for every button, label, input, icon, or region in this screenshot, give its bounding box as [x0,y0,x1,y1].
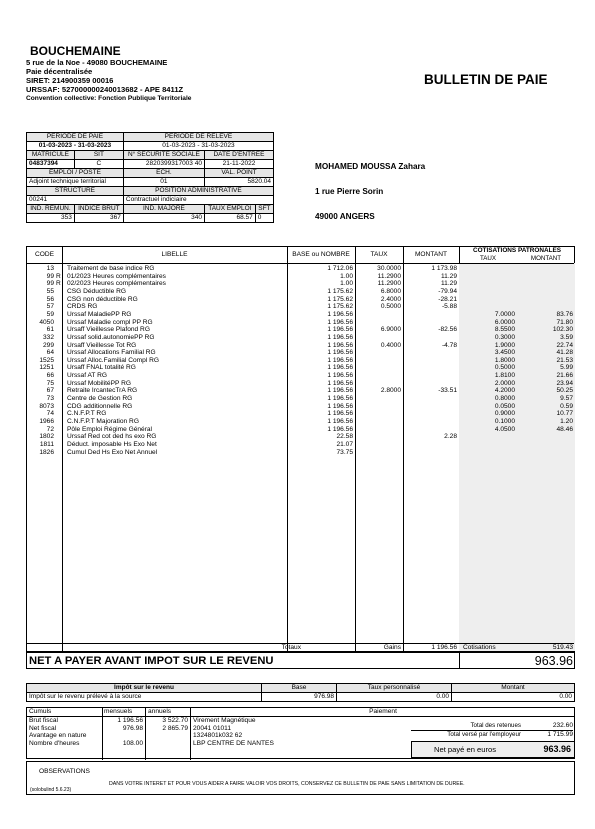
line-pmontant: 3.59 [560,333,573,341]
line-libelle: Pôle Emploi Régime Général [67,425,153,433]
ech-label: ECH. [123,169,204,178]
line-libelle: Urssaf Maladie compl PP RG [67,318,153,326]
line-code: 1525 [39,356,54,364]
line-libelle: C.N.F.P.T RG [67,410,107,418]
periode-paie: 01-03-2023 - 31-03-2023 [27,142,124,151]
line-ptaux: 7.0000 [494,310,515,318]
taux-emploi: 68.57 [204,214,255,223]
cumul-a: 3 522.70 [162,717,188,724]
line-taux: 2.8000 [380,387,401,395]
impot-row-label: Impôt sur le revenu prélevé à la source [27,693,262,702]
employer-urssaf: URSSAF: 527000000240013682 - APE 8411Z [26,85,184,94]
paiement-line: LBP CENTRE DE NANTES [193,739,274,747]
line-ptaux: 1.8100 [494,372,515,380]
structure: 00241 [27,196,124,205]
line-base: 21.07 [336,440,353,448]
sft-label: SFT [255,205,273,214]
line-code: 67 [46,387,54,395]
line-flag: R [56,272,61,280]
paiement-label: Paiement [369,708,397,715]
header-code: CODE [34,251,55,258]
footer-notice: DANS VOTRE INTERET ET POUR VOUS AIDER A FAIRE VALOIR VOS DROITS, CONSERVEZ CE BULLETIN DE PAIE SANS LIMITATION DE DUREE. [109,781,465,787]
header-cot-montant: MONTANT [530,255,562,262]
line-code: 66 [46,372,54,380]
cumul-a: 2 865.79 [162,724,188,732]
line-montant: 2.28 [444,433,457,441]
net-paye-value: 963.96 [543,744,571,754]
line-code: 74 [46,410,54,418]
impot-montant-label: Montant [452,684,575,693]
line-pmontant: 0.59 [560,402,573,410]
sit: C [74,160,123,169]
line-pmontant: 50.25 [556,387,573,395]
ind-majore: 340 [123,214,204,223]
line-libelle: Urssaf MobilitéPP RG [67,379,132,387]
cotisations-total: 519.43 [552,644,573,651]
emploi: Adjoint technique territorial [27,178,124,187]
line-ptaux: 0.1000 [494,418,515,425]
cumuls-label: Cumuls [29,708,52,715]
line-ptaux: 0.3000 [494,333,515,341]
line-libelle: CSG Déductible RG [67,287,126,295]
line-libelle: CSG non déductible RG [67,295,138,303]
line-taux: 11.2900 [377,272,401,280]
line-base: 1 175.62 [327,303,353,311]
header-libelle: LIBELLE [161,251,188,258]
line-base: 1 196.56 [327,341,353,349]
line-code: 332 [42,333,54,341]
footer-version: (solobulind 5.6.23) [30,787,72,793]
impot-base-label: Base [262,684,337,693]
line-base: 1 196.56 [327,326,353,334]
line-code: 4050 [39,318,54,326]
entree-label: DATE D'ENTREE [204,151,273,160]
employee-city: 49000 ANGERS [315,212,375,221]
line-ptaux: 0.9000 [494,410,515,418]
employee-street: 1 rue Pierre Sorin [315,187,384,196]
impot-title: Impôt sur le revenu [27,684,262,693]
line-ptaux: 6.0000 [494,318,515,326]
line-ptaux: 1.8000 [494,356,515,364]
position-label: POSITION ADMINISTRATIVE [123,187,273,196]
entree: 21-11-2022 [204,160,273,169]
cumul-label: Brut fiscal [29,717,58,724]
line-ptaux: 4.2000 [494,387,515,395]
line-base: 1 196.56 [327,379,353,387]
line-code: 75 [46,379,54,387]
line-libelle: Traitement de base indice RG [67,265,155,272]
line-base: 1.00 [340,272,353,280]
employee-name: MOHAMED MOUSSA Zahara [315,162,426,171]
line-base: 1 196.56 [327,395,353,403]
line-montant: -5.88 [441,303,457,311]
line-taux: 30.0000 [377,265,401,272]
line-libelle: Ursaff Vieillesse Plafond RG [67,326,150,334]
net-paye-box [411,741,575,758]
net-avant-impot-value: 963.96 [534,654,573,668]
line-libelle: Centre de Gestion RG [67,395,133,403]
paiement-line: 1324801k032 62 [193,732,243,740]
line-libelle: Ursaff Vieillesse Tot RG [67,341,137,349]
impot-table [26,683,575,702]
line-base: 1 196.56 [327,402,353,410]
employer-block [26,58,191,103]
line-code: 61 [46,326,54,334]
paiement-line: Virement Magnétique [193,717,256,724]
line-taux: 6.9000 [380,326,401,334]
line-taux: 2.4000 [380,295,401,303]
line-montant: -28.21 [438,295,457,303]
line-libelle: Déduct. imposable Hs Exo Net [67,440,157,448]
cumul-m: 976.98 [122,724,143,732]
line-pmontant: 41.28 [556,349,573,357]
line-libelle: Urssaf AT RG [67,372,108,380]
line-pmontant: 5.99 [560,364,573,372]
total-retenues-label: Total des retenues [411,722,521,731]
line-ptaux: 0.0500 [494,402,515,410]
line-montant: -82.56 [438,326,457,334]
structure-label: STRUCTURE [27,187,124,196]
val-point-label: VAL. POINT [204,169,273,178]
employer-convention: Convention collective: Fonction Publique Territoriale [26,95,192,102]
line-code: 59 [46,310,54,318]
line-pmontant: 21.53 [556,356,573,364]
line-code: 1802 [39,433,54,441]
net-avant-impot-label: NET A PAYER AVANT IMPOT SUR LE REVENU [29,655,274,667]
line-base: 1 196.56 [327,372,353,380]
matricule-label: MATRICULE [27,151,75,160]
header-cotisations-patronales: COTISATIONS PATRONALES [472,247,562,254]
ech: 01 [123,178,204,187]
line-libelle: Urssaf solid.autonomiePP RG [67,333,155,341]
line-code: 1826 [39,448,54,456]
impot-taux-label: Taux personnalisé [337,684,452,693]
line-base: 1 196.56 [327,425,353,433]
line-flag: R [56,280,61,288]
line-ptaux: 0.8000 [494,395,515,403]
line-libelle: Urssaf Allocations Familial RG [67,349,156,357]
net-avant-impot-row [26,652,575,669]
line-base: 1 196.56 [327,356,353,364]
line-pmontant: 83.76 [556,310,573,318]
line-pmontant: 102.30 [552,326,573,334]
line-ptaux: 2.0000 [494,379,515,387]
employer-paie: Paie décentralisée [26,67,93,76]
line-ptaux: 8.5500 [494,326,515,334]
employer-address: 5 rue de la Noe - 49080 BOUCHEMAINE [26,58,168,67]
line-code: 64 [46,349,54,357]
line-base: 1 196.56 [327,364,353,372]
line-base: 1 196.56 [327,349,353,357]
line-libelle: Retraite IrcantecTrA RG [67,387,138,395]
line-pmontant: 22.74 [556,341,573,349]
line-code: 55 [46,287,54,295]
line-libelle: 01/2023 Heures complémentaires [67,272,166,280]
net-paye-label: Net payé en euros [434,745,497,754]
line-code: 56 [46,295,54,303]
secu: 2820399317003 40 [123,160,204,169]
cumuls-block [26,707,575,759]
paiement-details [193,717,274,747]
periode-releve-label: PERIODE DE RELEVE [123,133,273,142]
line-pmontant: 9.57 [560,395,573,403]
line-code: 99 [46,272,54,280]
line-montant: 11.29 [440,272,457,280]
observations-block [26,761,575,795]
line-code: 13 [46,265,54,272]
periode-releve: 01-03-2023 - 31-03-2023 [123,142,273,151]
line-pmontant: 1.20 [560,418,573,425]
impot-taux: 0.00 [337,693,452,702]
cumul-label: Nombre d'heures [29,739,80,747]
sit-label: SIT [74,151,123,160]
employee-info-table [26,132,274,223]
line-libelle: CDG additionnelle RG [67,402,133,410]
payslip-lines [27,265,574,645]
line-pmontant: 10.77 [556,410,573,418]
gains-total: 1 196.56 [431,644,457,651]
header-cot-taux: TAUX [479,255,497,262]
matricule: 04837394 [27,160,75,169]
taux-emploi-label: TAUX EMPLOI [204,205,255,214]
line-base: 1 175.62 [327,287,353,295]
gains-label: Gains [383,644,401,651]
line-ptaux: 4.0500 [494,425,515,433]
line-code: 1251 [39,364,54,372]
impot-montant: 0.00 [452,693,575,702]
line-taux: 0.4000 [380,341,401,349]
line-code: 1966 [39,418,54,425]
employer-name: BOUCHEMAINE [30,44,121,58]
totaux-label: Totaux [281,644,301,651]
line-base: 1.00 [340,280,353,288]
impot-base: 976.98 [262,693,337,702]
line-libelle: Cumul Ded Hs Exo Net Annuel [67,448,158,456]
ind-majore-label: IND. MAJORE [123,205,204,214]
line-base: 1 196.56 [327,310,353,318]
header-base: BASE ou NOMBRE [292,251,350,258]
line-ptaux: 3.4500 [494,349,515,357]
total-retenues: 232.60 [521,722,573,731]
document-title: BULLETIN DE PAIE [424,72,548,87]
totals-box [411,722,574,758]
line-base: 1 196.56 [327,410,353,418]
ind-brut: 367 [74,214,123,223]
observations-label: OBSERVATIONS [39,768,90,775]
cumuls-mensuels: mensuels [104,708,133,715]
line-taux: 0.5000 [380,303,401,311]
cumul-label: Net fiscal [29,724,57,732]
payslip-lines-table [26,246,575,652]
cumul-label: Avantage en nature [29,732,87,740]
line-pmontant: 21.66 [556,372,573,380]
line-ptaux: 0.5000 [494,364,515,372]
line-base: 1 712.06 [327,265,353,272]
line-montant: 1 173.98 [431,265,457,272]
line-code: 299 [42,341,54,349]
line-code: 8073 [39,402,54,410]
header-montant: MONTANT [414,251,448,258]
ind-brut-label: INDICE BRUT [74,205,123,214]
secu-label: N° SECURITE SOCIALE [123,151,204,160]
line-code: 99 [46,280,54,288]
ind-remun: 353 [27,214,75,223]
line-libelle: Urssaf Alloc.Familial Compl RG [67,356,159,364]
periode-paie-label: PERIODE DE PAIE [27,133,124,142]
line-code: 1811 [39,440,54,448]
line-base: 22.58 [336,433,353,441]
line-base: 1 196.56 [327,387,353,395]
line-code: 57 [46,303,54,311]
line-montant: -4.78 [441,341,457,349]
cumul-m: 108.00 [122,739,143,747]
line-code: 72 [46,425,54,433]
line-base: 1 196.56 [327,318,353,326]
line-base: 1 196.56 [327,418,353,425]
line-montant: -33.51 [438,387,457,395]
line-pmontant: 23.94 [556,379,573,387]
cotisations-label: Cotisations [463,644,496,651]
line-libelle: Urssaf MaladiePP RG [67,310,132,318]
emploi-label: EMPLOI / POSTE [27,169,124,178]
paiement-line: 20041 01011 [193,724,232,732]
line-taux: 6.8000 [380,287,401,295]
cumul-m: 1 196.56 [117,717,143,724]
line-libelle: CRDS RG [67,303,98,311]
line-code: 73 [46,395,54,403]
position: Contractuel indiciaire [123,196,273,205]
line-libelle: Urssaf Red cot ded hs exo RG [67,433,157,441]
line-ptaux: 1.9000 [494,341,515,349]
sft: 0 [255,214,273,223]
cumuls-annuels: annuels [148,708,172,715]
header-taux: TAUX [370,251,388,258]
employee-address [315,154,425,229]
line-base: 73.75 [336,448,353,456]
line-libelle: C.N.F.P.T Majoration RG [67,418,139,425]
line-libelle: 02/2023 Heures complémentaires [67,280,166,288]
line-base: 1 196.56 [327,333,353,341]
line-montant: 11.29 [440,280,457,288]
employer-siret: SIRET: 214900359 00016 [26,76,114,85]
total-employeur-label: Total versé par l'employeur [447,731,521,738]
line-pmontant: 48.46 [556,425,573,433]
line-taux: 11.2900 [377,280,401,288]
line-base: 1 175.62 [327,295,353,303]
total-employeur: 1 715.99 [547,731,573,738]
line-libelle: Ursaff FNAL totalité RG [67,364,136,372]
val-point: 5820.04 [204,178,273,187]
ind-remun-label: IND. REMUN. [27,205,75,214]
line-pmontant: 71.80 [556,318,573,326]
line-montant: -79.94 [438,287,457,295]
